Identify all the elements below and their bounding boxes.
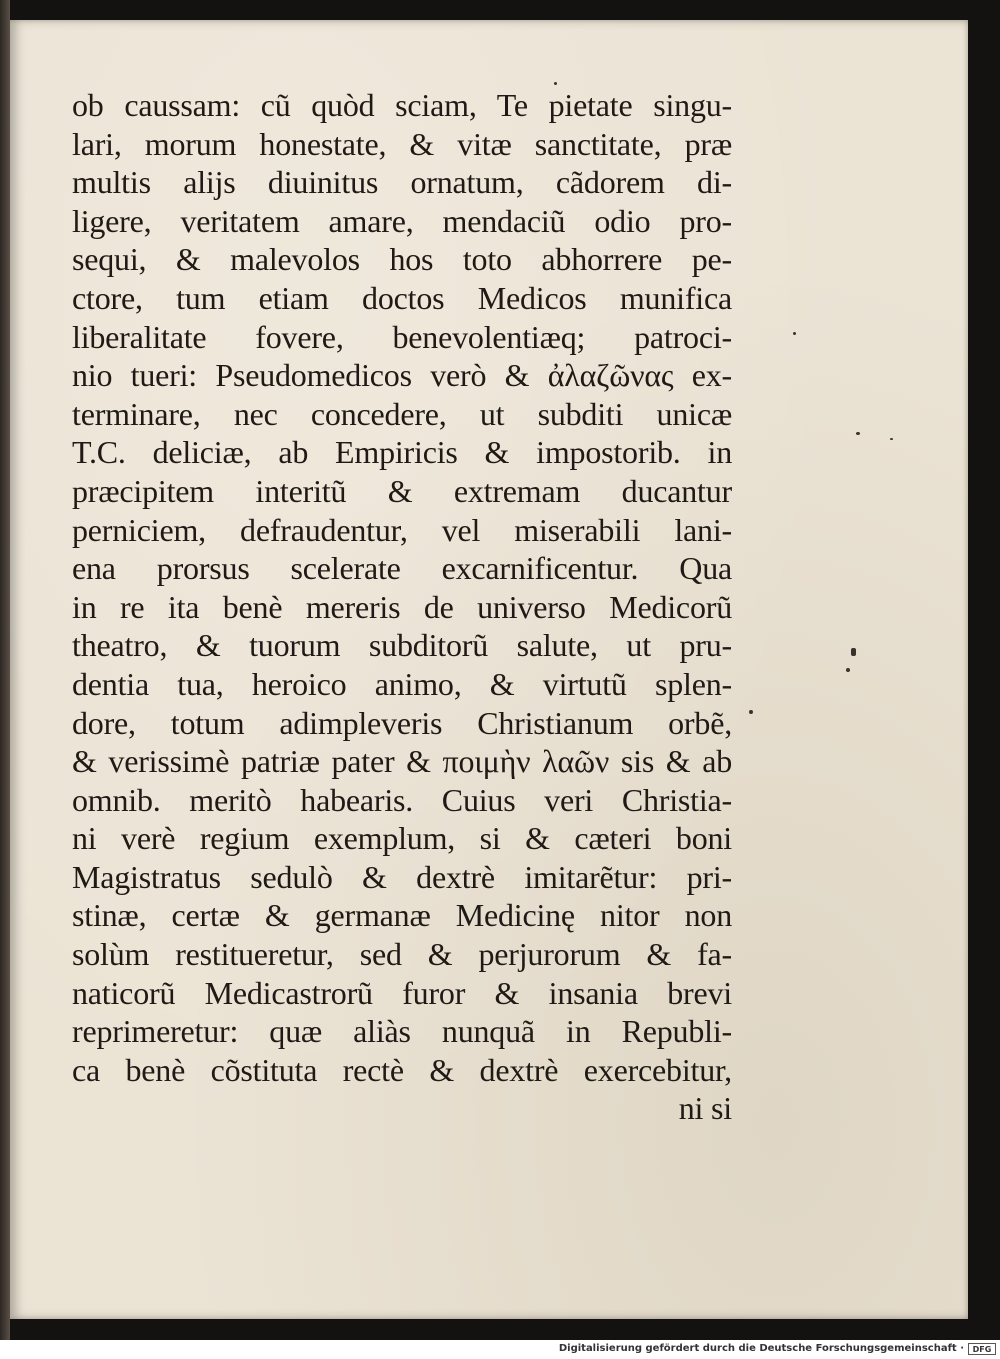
text-line: ob caussam: cũ quòd sciam, Te pietate singu- [72,87,732,123]
funding-credit: Digitalisierung gefördert durch die Deutsche Forschungsgemeinschaft · [558,1343,964,1354]
text-line: reprimeretur: quæ aliàs nunquã in Republi- [72,1013,732,1050]
text-line: multis alijs diuinitus ornatum, cãdorem di- [72,164,732,201]
text-line: stinæ, certæ & germanæ Medicinę nitor non [72,897,732,934]
paper-speck [851,648,856,656]
paper-speck [890,438,893,440]
text-line: ligere, veritatem amare, mendaciũ odio pro- [72,202,732,239]
paper-speck [856,432,860,435]
text-line: in re ita benè mereris de universo Medicorũ [72,588,732,625]
text-line: perniciem, defraudentur, vel miserabili lani- [72,511,732,548]
catchword: ni si [678,1090,732,1127]
text-line: ctore, tum etiam doctos Medicos munifica [72,279,732,316]
paper-speck [793,332,796,335]
dfg-logo: DFG [968,1343,996,1355]
text-line: ena prorsus scelerate excarnificentur. Qua [72,550,732,587]
text-line: liberalitate fovere, benevolentiæq; patroci- [72,318,732,355]
text-line: dore, totum adimpleveris Christianum orbẽ, [72,704,732,741]
text-line: præcipitem interitũ & extremam ducantur [72,472,732,509]
paper-speck [554,82,557,85]
text-line: theatro, & tuorum subditorũ salute, ut pru- [72,627,732,664]
body-text [72,86,732,1128]
text-line: nio tueri: Pseudomedicos verò & ἀλαζῶνας ex- [72,357,732,394]
book-binding-edge [0,0,10,1340]
paper-speck [846,668,850,672]
text-line: lari, morum honestate, & vitæ sanctitate, præ [72,125,732,162]
text-line: ca benè cõstituta rectè & dextrè exercebitur, [72,1051,732,1088]
text-line: T.C. deliciæ, ab Empiricis & impostorib. in [72,434,732,471]
text-line: solùm restitueretur, sed & perjurorum & fa- [72,936,732,973]
paper-speck [749,710,753,714]
text-line: terminare, nec concedere, ut subditi unicæ [72,395,732,432]
text-line: & verissimè patriæ pater & ποιμὴν λαῶν sis & ab [72,743,732,780]
footer-bar [0,1340,1000,1359]
text-line: omnib. meritò habearis. Cuius veri Christia- [72,781,732,818]
text-line: sequi, & malevolos hos toto abhorrere pe- [72,241,732,278]
text-line: ni verè regium exemplum, si & cæteri boni [72,820,732,857]
text-line: dentia tua, heroico animo, & virtutũ splen- [72,665,732,702]
text-line: Magistratus sedulò & dextrè imitarẽtur: pri- [72,858,732,895]
text-line: naticorũ Medicastrorũ furor & insania brevi [72,974,732,1011]
